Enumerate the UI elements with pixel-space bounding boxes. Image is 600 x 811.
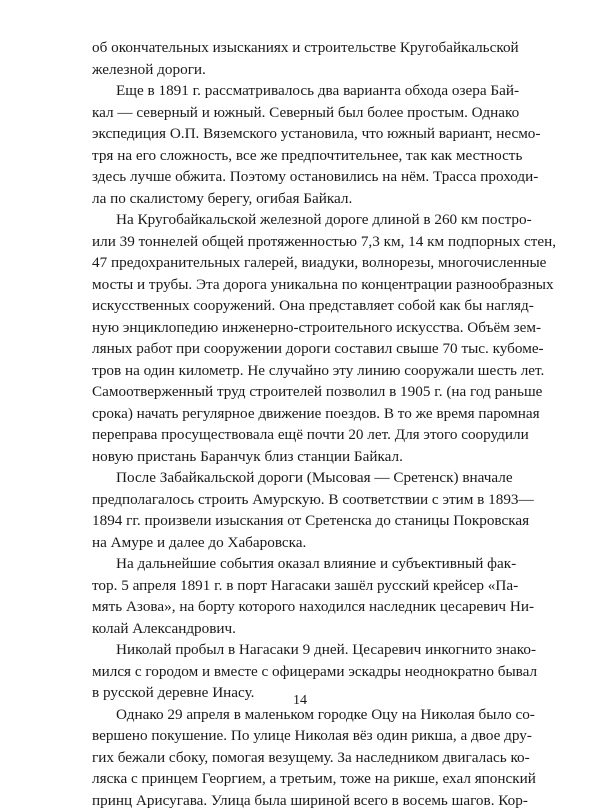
text-line: колай Александрович. [92,618,508,640]
paragraph [92,209,508,467]
text-line: 1894 гг. произвели изыскания от Сретенска до станицы Покровская [92,510,508,532]
text-line: 47 предохранительных галерей, виадуки, волнорезы, многочисленные [92,252,508,274]
text-line: искусственных сооружений. Она представляет собой как бы нагляд- [92,295,508,317]
text-line: тря на его сложность, все же предпочтительнее, так как местность [92,145,508,167]
text-line: ла по скалистому берегу, огибая Байкал. [92,188,508,210]
text-line: ляска с принцем Георгием, а третьим, тоже на рикше, ехал японский [92,768,508,790]
text-line: мять Азова», на борту которого находился наследник цесаревич Ни- [92,596,508,618]
paragraph [92,467,508,553]
text-line: вершено покушение. По улице Николая вёз один рикша, а двое дру- [92,725,508,747]
text-line: Еще в 1891 г. рассматривалось два варианта обхода озера Бай- [92,80,508,102]
text-line: После Забайкальской дороги (Мысовая — Сретенск) вначале [92,467,508,489]
paragraph [92,553,508,639]
text-line: переправа просуществовала ещё почти 20 лет. Для этого соорудили [92,424,508,446]
text-line: На Кругобайкальской железной дороге длиной в 260 км постро- [92,209,508,231]
text-line: тор. 5 апреля 1891 г. в порт Нагасаки зашёл русский крейсер «Па- [92,575,508,597]
text-line: Однако 29 апреля в маленьком городке Оцу на Николая было со- [92,704,508,726]
text-line: ляных работ при сооружении дороги составил свыше 70 тыс. кубоме- [92,338,508,360]
text-line: об окончательных изысканиях и строительстве Кругобайкальской [92,37,508,59]
text-line: железной дороги. [92,59,508,81]
paragraph [92,704,508,811]
text-line: мосты и трубы. Эта дорога уникальна по концентрации разнообразных [92,274,508,296]
text-line: или 39 тоннелей общей протяженностью 7,3 км, 14 км подпорных стен, [92,231,508,253]
text-line: экспедиция О.П. Вяземского установила, что южный вариант, несмо- [92,123,508,145]
text-line: мился с городом и вместе с офицерами эскадры неоднократно бывал [92,661,508,683]
text-line: здесь лучше обжита. Поэтому остановились на нём. Трасса проходи- [92,166,508,188]
paragraph [92,37,508,80]
text-line: Самоотверженный труд строителей позволил в 1905 г. (на год раньше [92,381,508,403]
text-line: предполагалось строить Амурскую. В соответствии с этим в 1893— [92,489,508,511]
text-line: в русской деревне Инасу. [92,682,508,704]
text-line: ную энциклопедию инженерно-строительного искусства. Объём зем- [92,317,508,339]
text-line: тров на один километр. Не случайно эту линию сооружали шесть лет. [92,360,508,382]
text-line: Николай пробыл в Нагасаки 9 дней. Цесаревич инкогнито знако- [92,639,508,661]
paragraph [92,80,508,209]
text-line: на Амуре и далее до Хабаровска. [92,532,508,554]
page-number: 14 [0,693,600,709]
text-line: новую пристань Баранчук близ станции Байкал. [92,446,508,468]
text-line: На дальнейшие события оказал влияние и субъективный фак- [92,553,508,575]
text-line: кал — северный и южный. Северный был более простым. Однако [92,102,508,124]
text-line: срока) начать регулярное движение поездов. В то же время паромная [92,403,508,425]
text-line: принц Арисугава. Улица была шириной всего в восемь шагов. Кор- [92,790,508,811]
text-line: гих бежали сбоку, помогая везущему. За наследником двигалась ко- [92,747,508,769]
